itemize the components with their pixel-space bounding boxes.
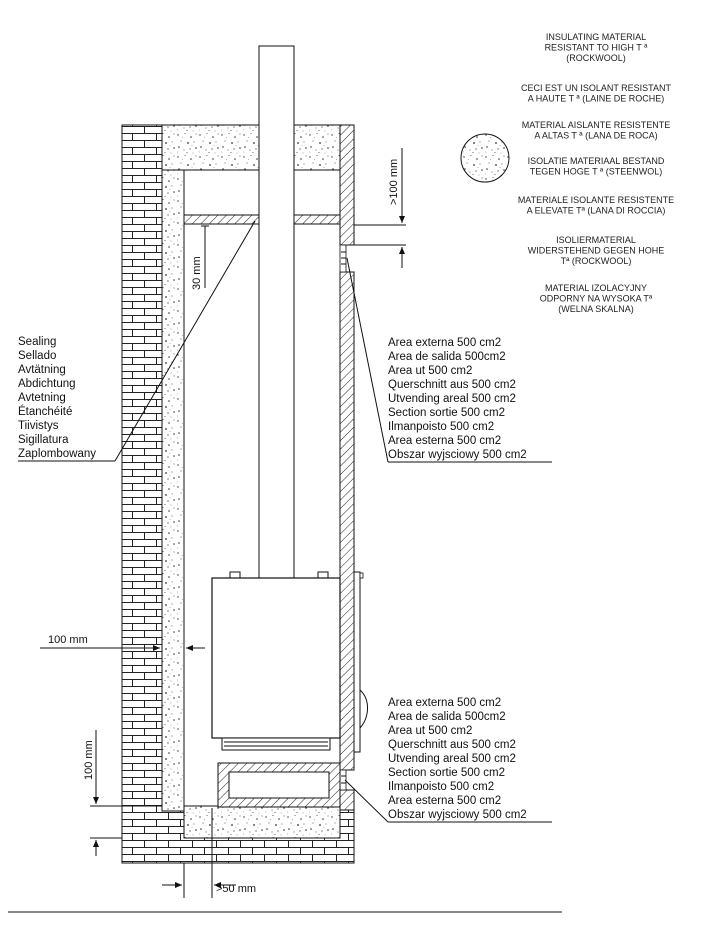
dimension-top-gap: [354, 148, 406, 268]
svg-text:CECI EST UN ISOLANT RESISTANTA: [521, 83, 672, 104]
insulation-legend: [518, 32, 674, 314]
ceiling-gap-label: 30 mm: [191, 256, 203, 290]
legend-line: ODPORNY NA WYSOKA Tª: [539, 293, 653, 304]
svg-text:ISOLATIE MATERIAAL BESTANDTEG: [528, 156, 665, 177]
upper-area-label: Area esterna 500 cm2: [388, 435, 502, 447]
legend-line: MATERIALE ISOLANTE RESISTENTE: [517, 195, 675, 205]
sealing-label: Tiivistys: [18, 420, 59, 432]
lower-area-label: Area esterna 500 cm2: [388, 795, 502, 807]
upper-area-label: Area de salida 500cm2: [388, 351, 506, 363]
svg-text:MATERIAL AISLANTE RESISTENTEA: [522, 120, 671, 141]
svg-text:MATERIALE ISOLANTE RESISTENTEA: [518, 195, 674, 216]
legend-line: CECI EST UN ISOLANT RESISTANT: [520, 83, 672, 93]
upper-area-label: Querschnitt aus 500 cm2: [388, 379, 516, 391]
upper-area-label: Utvending areal 500 cm2: [388, 393, 516, 405]
legend-line: ISOLATIE MATERIAAL BESTAND: [527, 156, 665, 166]
lower-area-label: Area de salida 500cm2: [388, 711, 506, 723]
lower-area-label: Utvending areal 500 cm2: [388, 753, 516, 765]
sealing-label: Zaplombowany: [18, 448, 96, 460]
legend-line: MATERIAL AISLANTE RESISTENTE: [521, 120, 671, 130]
chimney-pipe: [259, 46, 294, 578]
legend-line: Tª (ROCKWOOL): [560, 256, 632, 266]
upper-area-label: Obszar wyjsciowy 500 cm2: [388, 449, 527, 461]
legend-line: A HAUTE T ª (LAINE DE ROCHE): [527, 93, 665, 104]
lower-area-label: Querschnitt aus 500 cm2: [388, 739, 516, 751]
legend-line: (WELNA SKALNA): [558, 304, 634, 314]
wall-insulation-label: 100 mm: [48, 634, 88, 646]
sealing-label: Étanchéité: [18, 406, 73, 418]
lower-area-label: Area ut 500 cm2: [388, 725, 473, 737]
legend-line: MATERIAL IZOLACYJNY: [544, 283, 648, 293]
sealing-label: Sellado: [18, 350, 57, 362]
legend-line: (ROCKWOOL): [566, 53, 626, 63]
sealing-label: Sigillatura: [18, 434, 69, 446]
lower-area-label: Ilmanpoisto 500 cm2: [388, 781, 495, 793]
rockwool-legend-icon: [461, 134, 509, 182]
svg-text:INSULATING MATERIALRESISTANT: [545, 32, 649, 63]
bottom-gap-label: >50 mm: [216, 883, 257, 895]
upper-area-label: Area ut 500 cm2: [388, 365, 473, 377]
stove: [212, 572, 340, 807]
legend-line: INSULATING MATERIAL: [545, 32, 647, 42]
right-panel-wall: [340, 125, 354, 810]
upper-area-label: Section sortie 500 cm2: [388, 407, 505, 419]
sealing-label: Avtätning: [18, 364, 66, 376]
legend-line: TEGEN HOGE T ª (STEENWOL): [529, 166, 663, 177]
floor-height-label: 100 mm: [83, 740, 95, 780]
svg-text:MATERIAL IZOLACYJNYODPORNY NA: [540, 283, 653, 314]
sealing-label: Sealing: [18, 336, 57, 348]
lower-area-label: Section sortie 500 cm2: [388, 767, 505, 779]
dimension-floor-height: [83, 730, 122, 856]
sealing-label: Abdichtung: [18, 378, 76, 390]
dimension-ceiling-gap: [191, 226, 209, 290]
door-handle: [354, 572, 368, 752]
upper-area-label: Area externa 500 cm2: [388, 337, 502, 349]
upper-area-label: Ilmanpoisto 500 cm2: [388, 421, 495, 433]
lower-area-label: Area externa 500 cm2: [388, 697, 502, 709]
svg-text:SealingSelladoAvtätningAbdicht: [18, 336, 96, 460]
brick-wall: [122, 125, 354, 863]
legend-line: ISOLIERMATERIAL: [556, 235, 636, 245]
svg-text:Area externa 500 cm2Area de sa: [388, 337, 527, 461]
svg-text:ISOLIERMATERIALWIDERSTEHEND GE: [528, 235, 665, 266]
top-gap-label: >100 mm: [388, 158, 400, 205]
legend-line: A ALTAS T ª (LANA DE ROCA): [534, 130, 658, 141]
lower-area-label: Obszar wyjsciowy 500 cm2: [388, 809, 527, 821]
sealing-label: Avtetning: [18, 392, 66, 404]
legend-line: RESISTANT TO HIGH T ª: [544, 42, 648, 53]
lower-vent-labels: [345, 697, 552, 822]
legend-line: WIDERSTEHEND GEGEN HOHE: [527, 245, 665, 256]
legend-line: A ELEVATE Tª (LANA DI ROCCIA): [526, 205, 666, 216]
upper-vent-labels: [347, 258, 552, 462]
svg-text:Area externa 500 cm2Area de sa: [388, 697, 527, 821]
